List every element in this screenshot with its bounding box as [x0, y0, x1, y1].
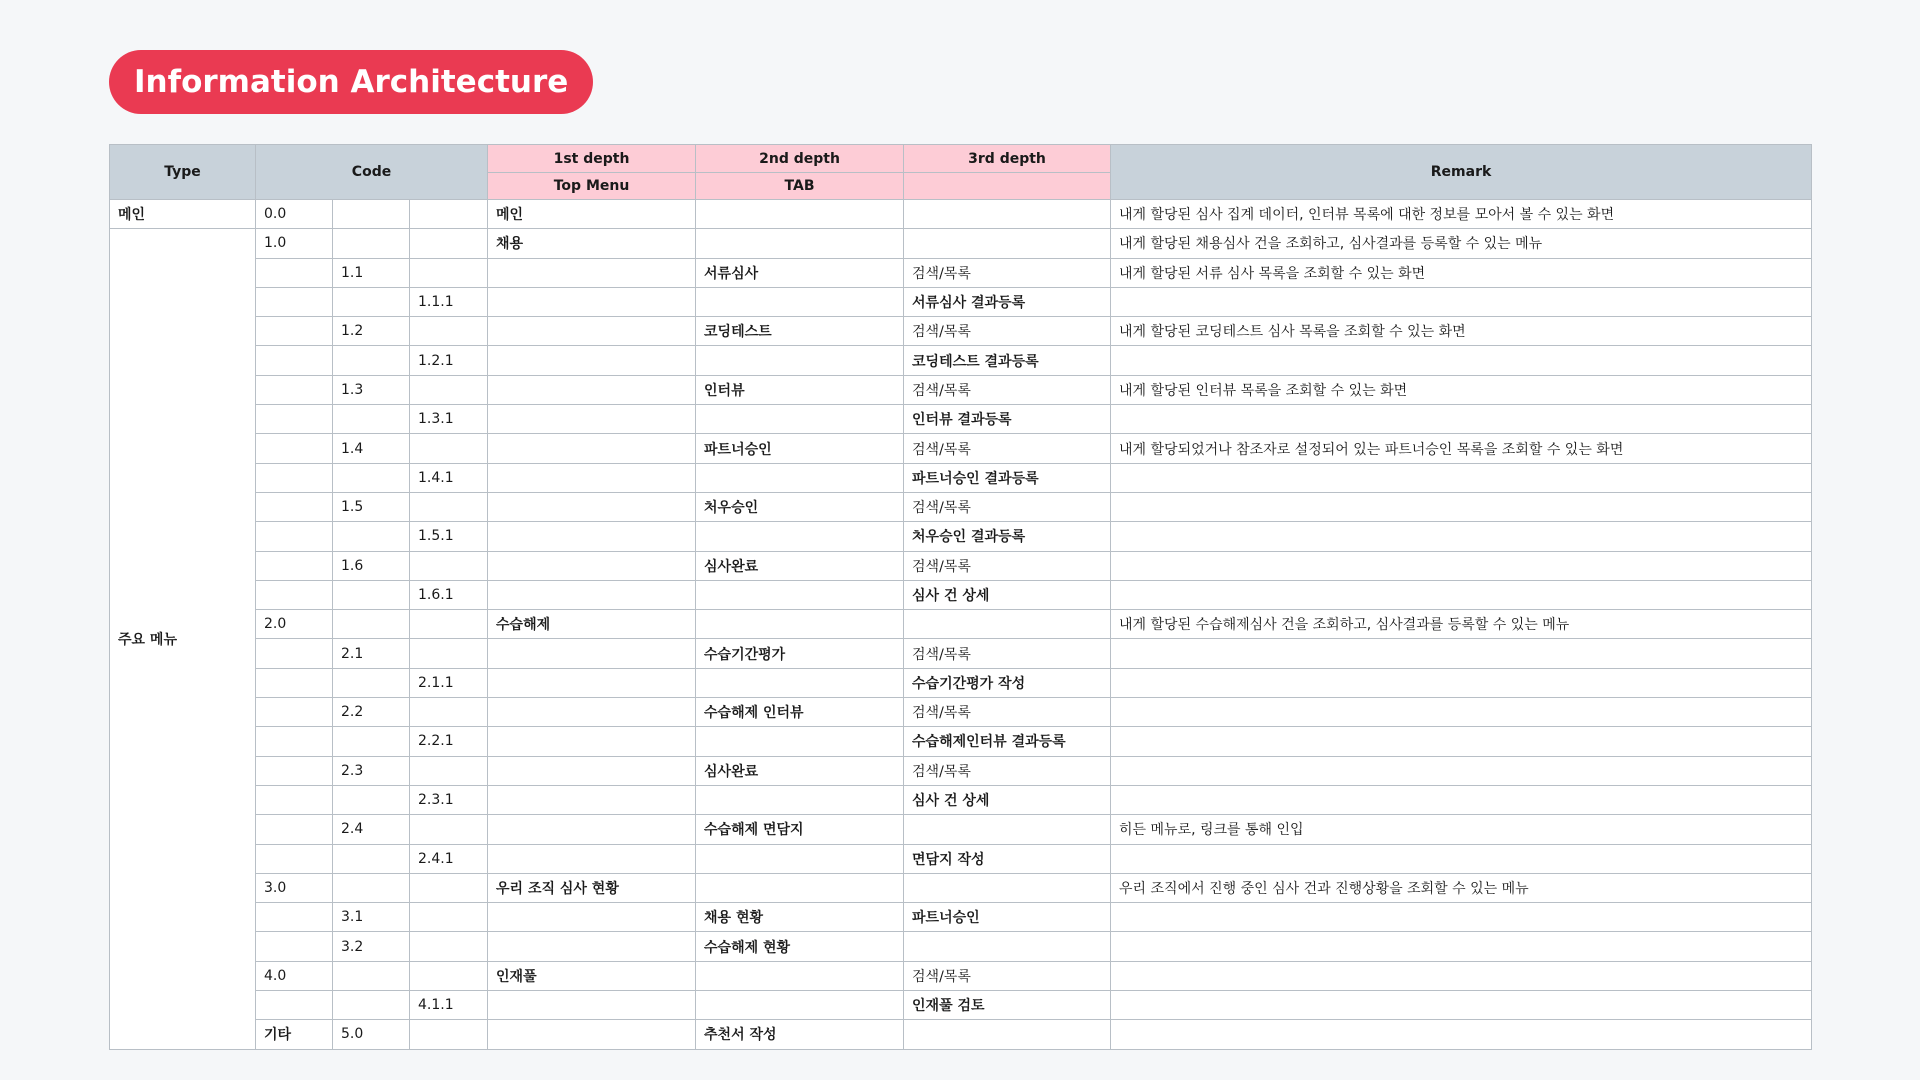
depth-2-cell	[696, 844, 904, 873]
table-row	[110, 287, 1812, 316]
code-level-1-cell	[256, 317, 333, 346]
code-level-3-cell	[410, 961, 488, 990]
remark-cell	[1111, 756, 1812, 785]
depth-3-cell: 수습해제인터뷰 결과등록	[904, 727, 1111, 756]
code-level-3-cell	[410, 492, 488, 521]
code-level-3-cell	[488, 1020, 696, 1049]
depth-1-cell	[488, 639, 696, 668]
code-level-1-cell: 1.0	[256, 229, 333, 258]
code-level-1-cell: 0.0	[256, 200, 333, 229]
depth-1-cell	[488, 492, 696, 521]
depth-3-cell: 코딩테스트 결과등록	[904, 346, 1111, 375]
code-level-1-cell: 3.0	[256, 873, 333, 902]
depth-2-cell: 인터뷰	[696, 375, 904, 404]
code-level-2-cell: 2.4	[333, 815, 410, 844]
table-row	[110, 844, 1812, 873]
depth-2-cell	[696, 580, 904, 609]
code-level-1-cell	[256, 405, 333, 434]
remark-cell	[1111, 698, 1812, 727]
table-row	[110, 1020, 1812, 1049]
depth-3-cell	[1111, 1020, 1812, 1049]
ia-table	[109, 144, 1812, 1050]
depth-3-cell: 검색/목록	[904, 258, 1111, 287]
code-level-1-cell	[256, 375, 333, 404]
depth-2-cell: 채용 현황	[696, 903, 904, 932]
code-level-1-cell	[256, 991, 333, 1020]
code-level-2-cell	[410, 1020, 488, 1049]
code-level-2-cell	[333, 991, 410, 1020]
depth-2-cell	[696, 610, 904, 639]
code-level-1-cell	[256, 756, 333, 785]
depth-1-cell	[488, 375, 696, 404]
type-cell: 주요 메뉴	[110, 229, 256, 1049]
code-level-1-cell	[256, 580, 333, 609]
header-3rd-depth-sub	[904, 173, 1111, 200]
depth-2-cell: 파트너승인	[696, 434, 904, 463]
code-level-2-cell	[333, 287, 410, 316]
code-level-1-cell	[256, 492, 333, 521]
depth-3-cell: 수습기간평가 작성	[904, 668, 1111, 697]
table-row	[110, 610, 1812, 639]
depth-2-cell	[696, 522, 904, 551]
table-row	[110, 815, 1812, 844]
code-level-2-cell: 1.3	[333, 375, 410, 404]
depth-2-cell	[696, 463, 904, 492]
code-level-2-cell	[333, 580, 410, 609]
table-row	[110, 756, 1812, 785]
table-row	[110, 903, 1812, 932]
code-level-2-cell: 1.1	[333, 258, 410, 287]
depth-3-cell	[904, 229, 1111, 258]
code-level-3-cell	[410, 903, 488, 932]
code-level-3-cell: 4.1.1	[410, 991, 488, 1020]
code-level-3-cell: 2.2.1	[410, 727, 488, 756]
type-cell: 기타	[256, 1020, 333, 1049]
depth-1-cell	[488, 756, 696, 785]
depth-3-cell	[904, 932, 1111, 961]
depth-3-cell: 검색/목록	[904, 434, 1111, 463]
remark-cell	[1111, 991, 1812, 1020]
depth-2-cell	[696, 200, 904, 229]
remark-cell: 내게 할당되었거나 참조자로 설정되어 있는 파트너승인 목록을 조회할 수 있는 화면	[1111, 434, 1812, 463]
code-level-3-cell	[410, 258, 488, 287]
table-row	[110, 346, 1812, 375]
depth-1-cell: 추천서 작성	[696, 1020, 904, 1049]
remark-cell	[1111, 961, 1812, 990]
code-level-1-cell	[256, 434, 333, 463]
depth-1-cell: 채용	[488, 229, 696, 258]
table-row	[110, 727, 1812, 756]
table-row	[110, 463, 1812, 492]
depth-3-cell	[904, 200, 1111, 229]
depth-3-cell: 심사 건 상세	[904, 580, 1111, 609]
depth-1-cell	[488, 698, 696, 727]
depth-3-cell: 처우승인 결과등록	[904, 522, 1111, 551]
code-level-3-cell	[410, 873, 488, 902]
code-level-3-cell	[410, 551, 488, 580]
code-level-3-cell	[410, 698, 488, 727]
depth-2-cell	[904, 1020, 1111, 1049]
depth-1-cell	[488, 287, 696, 316]
table-row	[110, 639, 1812, 668]
code-level-1-cell	[256, 463, 333, 492]
depth-1-cell	[488, 580, 696, 609]
code-level-3-cell: 1.5.1	[410, 522, 488, 551]
code-level-1-cell	[256, 844, 333, 873]
code-level-2-cell	[333, 873, 410, 902]
code-level-2-cell: 3.1	[333, 903, 410, 932]
code-level-2-cell: 1.6	[333, 551, 410, 580]
table-row	[110, 873, 1812, 902]
depth-2-cell	[696, 405, 904, 434]
table-row	[110, 258, 1812, 287]
code-level-2-cell	[333, 785, 410, 814]
table-row	[110, 492, 1812, 521]
header-3rd-depth: 3rd depth	[904, 145, 1111, 173]
depth-2-cell	[696, 229, 904, 258]
code-level-1-cell	[256, 815, 333, 844]
depth-1-cell	[488, 434, 696, 463]
table-row	[110, 551, 1812, 580]
code-level-1-cell: 4.0	[256, 961, 333, 990]
depth-1-cell	[488, 258, 696, 287]
code-level-1-cell	[256, 727, 333, 756]
depth-3-cell: 검색/목록	[904, 375, 1111, 404]
depth-3-cell: 검색/목록	[904, 639, 1111, 668]
table-row	[110, 932, 1812, 961]
depth-3-cell	[904, 873, 1111, 902]
table-row	[110, 961, 1812, 990]
remark-cell: 우리 조직에서 진행 중인 심사 건과 진행상황을 조회할 수 있는 메뉴	[1111, 873, 1812, 902]
table-row	[110, 785, 1812, 814]
depth-3-cell: 검색/목록	[904, 698, 1111, 727]
code-level-1-cell	[256, 522, 333, 551]
code-level-2-cell	[333, 610, 410, 639]
depth-1-cell	[488, 346, 696, 375]
code-level-1-cell	[256, 639, 333, 668]
depth-3-cell	[904, 610, 1111, 639]
depth-3-cell: 검색/목록	[904, 492, 1111, 521]
depth-2-cell: 코딩테스트	[696, 317, 904, 346]
code-level-1-cell	[256, 551, 333, 580]
depth-2-cell	[696, 727, 904, 756]
code-level-1-cell	[256, 668, 333, 697]
depth-1-cell	[488, 551, 696, 580]
code-level-3-cell: 1.1.1	[410, 287, 488, 316]
code-level-3-cell	[410, 434, 488, 463]
code-level-3-cell	[410, 610, 488, 639]
depth-2-cell: 수습기간평가	[696, 639, 904, 668]
code-level-2-cell	[333, 727, 410, 756]
depth-1-cell	[488, 668, 696, 697]
table-row	[110, 991, 1812, 1020]
remark-cell: 내게 할당된 인터뷰 목록을 조회할 수 있는 화면	[1111, 375, 1812, 404]
depth-2-cell	[696, 346, 904, 375]
code-level-2-cell	[333, 200, 410, 229]
depth-1-cell	[488, 815, 696, 844]
remark-cell: 내게 할당된 코딩테스트 심사 목록을 조회할 수 있는 화면	[1111, 317, 1812, 346]
depth-3-cell: 심사 건 상세	[904, 785, 1111, 814]
table-row	[110, 375, 1812, 404]
code-level-1-cell	[256, 346, 333, 375]
code-level-3-cell: 1.6.1	[410, 580, 488, 609]
remark-cell: 히든 메뉴로, 링크를 통해 인입	[1111, 815, 1812, 844]
code-level-3-cell	[410, 815, 488, 844]
depth-1-cell	[488, 463, 696, 492]
remark-cell	[1111, 405, 1812, 434]
code-level-2-cell	[333, 229, 410, 258]
depth-3-cell: 검색/목록	[904, 961, 1111, 990]
depth-1-cell	[488, 317, 696, 346]
remark-cell	[1111, 551, 1812, 580]
code-level-1-cell: 2.0	[256, 610, 333, 639]
code-level-2-cell: 2.3	[333, 756, 410, 785]
code-level-2-cell	[333, 463, 410, 492]
type-cell: 메인	[110, 200, 256, 229]
depth-1-cell: 메인	[488, 200, 696, 229]
code-level-2-cell: 1.2	[333, 317, 410, 346]
code-level-1-cell	[256, 258, 333, 287]
header-type: Type	[110, 145, 256, 200]
depth-3-cell: 검색/목록	[904, 756, 1111, 785]
code-level-3-cell	[410, 229, 488, 258]
depth-1-cell	[488, 932, 696, 961]
code-level-2-cell	[333, 844, 410, 873]
ia-table-body	[110, 200, 1812, 1050]
depth-3-cell: 면담지 작성	[904, 844, 1111, 873]
depth-3-cell: 파트너승인	[904, 903, 1111, 932]
depth-1-cell	[488, 991, 696, 1020]
remark-cell	[1111, 639, 1812, 668]
depth-2-cell: 수습해제 인터뷰	[696, 698, 904, 727]
page-title: Information Architecture	[109, 50, 593, 114]
depth-2-cell: 심사완료	[696, 551, 904, 580]
header-2nd-depth: 2nd depth	[696, 145, 904, 173]
depth-1-cell	[488, 522, 696, 551]
depth-1-cell	[488, 785, 696, 814]
depth-2-cell	[696, 785, 904, 814]
code-level-2-cell: 2.1	[333, 639, 410, 668]
code-level-3-cell: 1.4.1	[410, 463, 488, 492]
table-row	[110, 580, 1812, 609]
header-remark: Remark	[1111, 145, 1812, 200]
remark-cell	[1111, 463, 1812, 492]
depth-2-cell	[696, 668, 904, 697]
remark-cell	[1111, 785, 1812, 814]
depth-1-cell	[488, 405, 696, 434]
depth-2-cell	[696, 287, 904, 316]
remark-cell: 내게 할당된 심사 집계 데이터, 인터뷰 목록에 대한 정보를 모아서 볼 수 있는 화면	[1111, 200, 1812, 229]
depth-2-cell	[696, 991, 904, 1020]
code-level-3-cell	[410, 200, 488, 229]
code-level-1-cell	[256, 903, 333, 932]
remark-cell: 내게 할당된 채용심사 건을 조회하고, 심사결과를 등록할 수 있는 메뉴	[1111, 229, 1812, 258]
code-level-1-cell	[256, 932, 333, 961]
depth-3-cell: 서류심사 결과등록	[904, 287, 1111, 316]
remark-cell: 내게 할당된 수습해제심사 건을 조회하고, 심사결과를 등록할 수 있는 메뉴	[1111, 610, 1812, 639]
code-level-3-cell: 2.3.1	[410, 785, 488, 814]
remark-cell	[1111, 492, 1812, 521]
table-row	[110, 200, 1812, 229]
depth-3-cell: 검색/목록	[904, 317, 1111, 346]
depth-3-cell: 인재풀 검토	[904, 991, 1111, 1020]
depth-2-cell	[696, 961, 904, 990]
depth-1-cell	[488, 727, 696, 756]
code-level-2-cell	[333, 522, 410, 551]
header-top-menu: Top Menu	[488, 173, 696, 200]
depth-2-cell: 처우승인	[696, 492, 904, 521]
depth-1-cell: 인재풀	[488, 961, 696, 990]
code-level-2-cell	[333, 346, 410, 375]
depth-3-cell: 검색/목록	[904, 551, 1111, 580]
code-level-3-cell	[410, 756, 488, 785]
depth-1-cell	[488, 903, 696, 932]
header-1st-depth: 1st depth	[488, 145, 696, 173]
remark-cell: 내게 할당된 서류 심사 목록을 조회할 수 있는 화면	[1111, 258, 1812, 287]
depth-3-cell: 인터뷰 결과등록	[904, 405, 1111, 434]
code-level-3-cell: 2.1.1	[410, 668, 488, 697]
table-row	[110, 698, 1812, 727]
code-level-3-cell	[410, 932, 488, 961]
depth-3-cell: 파트너승인 결과등록	[904, 463, 1111, 492]
remark-cell	[1111, 580, 1812, 609]
depth-1-cell	[488, 844, 696, 873]
depth-2-cell: 심사완료	[696, 756, 904, 785]
remark-cell	[1111, 903, 1812, 932]
table-row	[110, 522, 1812, 551]
depth-2-cell: 서류심사	[696, 258, 904, 287]
depth-3-cell	[904, 815, 1111, 844]
remark-cell	[1111, 844, 1812, 873]
table-row	[110, 317, 1812, 346]
code-level-2-cell: 2.2	[333, 698, 410, 727]
depth-2-cell	[696, 873, 904, 902]
header-tab: TAB	[696, 173, 904, 200]
depth-1-cell: 수습해제	[488, 610, 696, 639]
remark-cell	[1111, 287, 1812, 316]
code-level-2-cell	[333, 405, 410, 434]
remark-cell	[1111, 668, 1812, 697]
table-row	[110, 668, 1812, 697]
code-level-3-cell	[410, 375, 488, 404]
table-row	[110, 405, 1812, 434]
remark-cell	[1111, 522, 1812, 551]
table-row	[110, 229, 1812, 258]
table-row	[110, 434, 1812, 463]
code-level-2-cell	[333, 668, 410, 697]
code-level-1-cell: 5.0	[333, 1020, 410, 1049]
code-level-1-cell	[256, 698, 333, 727]
code-level-2-cell: 1.5	[333, 492, 410, 521]
code-level-3-cell	[410, 317, 488, 346]
code-level-1-cell	[256, 785, 333, 814]
code-level-3-cell: 2.4.1	[410, 844, 488, 873]
remark-cell	[1111, 727, 1812, 756]
code-level-1-cell	[256, 287, 333, 316]
code-level-2-cell	[333, 961, 410, 990]
code-level-3-cell	[410, 639, 488, 668]
code-level-2-cell: 1.4	[333, 434, 410, 463]
depth-1-cell: 우리 조직 심사 현황	[488, 873, 696, 902]
remark-cell	[1111, 932, 1812, 961]
header-code: Code	[256, 145, 488, 200]
code-level-2-cell: 3.2	[333, 932, 410, 961]
depth-2-cell: 수습해제 면담지	[696, 815, 904, 844]
code-level-3-cell: 1.3.1	[410, 405, 488, 434]
depth-2-cell: 수습해제 현황	[696, 932, 904, 961]
remark-cell	[1111, 346, 1812, 375]
code-level-3-cell: 1.2.1	[410, 346, 488, 375]
